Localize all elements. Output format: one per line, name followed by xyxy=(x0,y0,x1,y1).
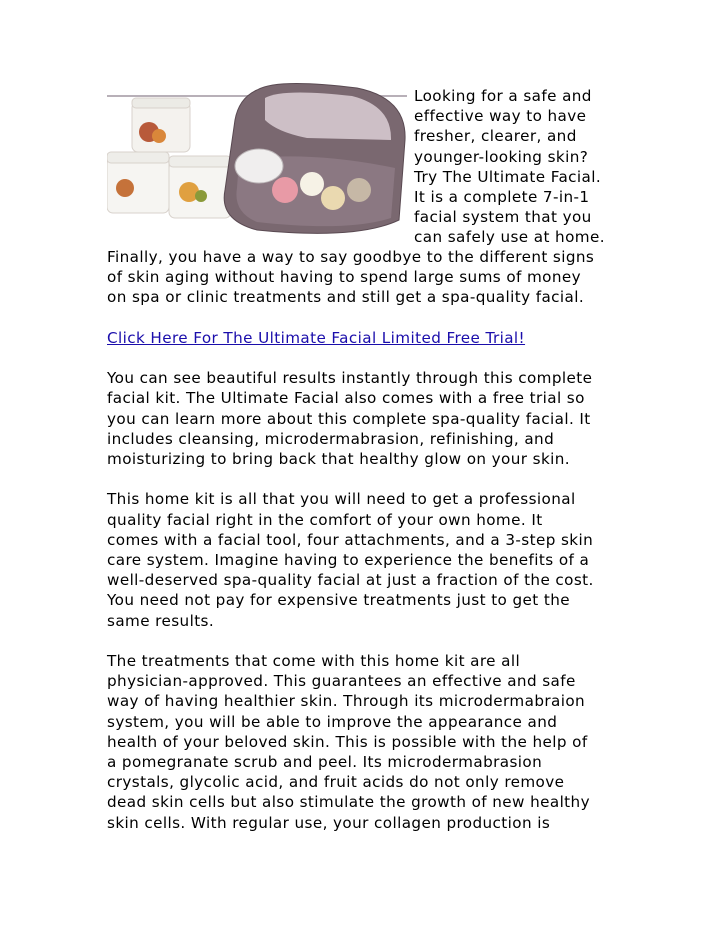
text-line: skin cells. With regular use, your collagen production is xyxy=(107,813,551,832)
facial-tool-case xyxy=(224,83,405,233)
product-image xyxy=(107,80,407,245)
text-line: comes with a facial tool, four attachments, and a 3-step skin xyxy=(107,530,594,549)
paragraph-results xyxy=(107,368,627,469)
text-line: This home kit is all that you will need to get a professional xyxy=(107,490,576,509)
text-line: same results. xyxy=(107,611,215,630)
paragraph-treatments xyxy=(107,651,627,833)
text-line: The treatments that come with this home kit are all xyxy=(107,652,521,670)
text-line: of skin aging without having to spend large sums of money xyxy=(107,268,582,287)
text-line: facial kit. The Ultimate Facial also comes with a free trial so xyxy=(107,389,585,408)
text-line: on spa or clinic treatments and still get a spa-quality facial. xyxy=(107,288,585,307)
cream-jar-back xyxy=(132,98,190,152)
text-line: Finally, you have a way to say goodbye to the different signs xyxy=(107,248,595,266)
text-line: system, you will be able to improve the appearance and xyxy=(107,712,558,731)
paragraph-home-kit xyxy=(107,489,627,630)
text-line: crystals, glycolic acid, and fruit acids do not only remove xyxy=(107,773,565,792)
text-line: a pomegranate scrub and peel. Its microdermabrasion xyxy=(107,753,543,772)
paragraph-finally xyxy=(107,247,627,308)
cream-jar-left xyxy=(107,152,169,213)
text-line: well-deserved spa-quality facial at just a fraction of the cost. xyxy=(107,571,594,590)
text-line: moisturizing to bring back that healthy glow on your skin. xyxy=(107,450,571,468)
article-body xyxy=(107,247,627,853)
text-line: physician-approved. This guarantees an effective and safe xyxy=(107,672,576,691)
intro-text: Looking for a safe and effective way to have fresher, clearer, and younger-looking skin? Try The Ultimate Facial. It is a complete 7-in-1 facial system that you can safely use at home. xyxy=(414,87,605,247)
cream-jar-right xyxy=(169,156,231,218)
text-line: quality facial right in the comfort of your own home. It xyxy=(107,510,543,529)
text-line: You need not pay for expensive treatments just to get the xyxy=(107,591,570,610)
text-line: includes cleansing, microdermabrasion, refinishing, and xyxy=(107,429,555,448)
text-line: you can learn more about this complete spa-quality facial. It xyxy=(107,409,591,428)
link-paragraph xyxy=(107,328,627,348)
text-line: way of having healthier skin. Through its microdermabraion xyxy=(107,692,586,711)
text-line: care system. Imagine having to experience the benefits of a xyxy=(107,551,590,569)
free-trial-link[interactable]: Click Here For The Ultimate Facial Limited Free Trial! xyxy=(107,328,526,347)
text-line: You can see beautiful results instantly through this complete xyxy=(107,369,593,388)
text-line: health of your beloved skin. This is possible with the help of xyxy=(107,732,588,751)
text-line: dead skin cells but also stimulate the growth of new healthy xyxy=(107,793,590,812)
